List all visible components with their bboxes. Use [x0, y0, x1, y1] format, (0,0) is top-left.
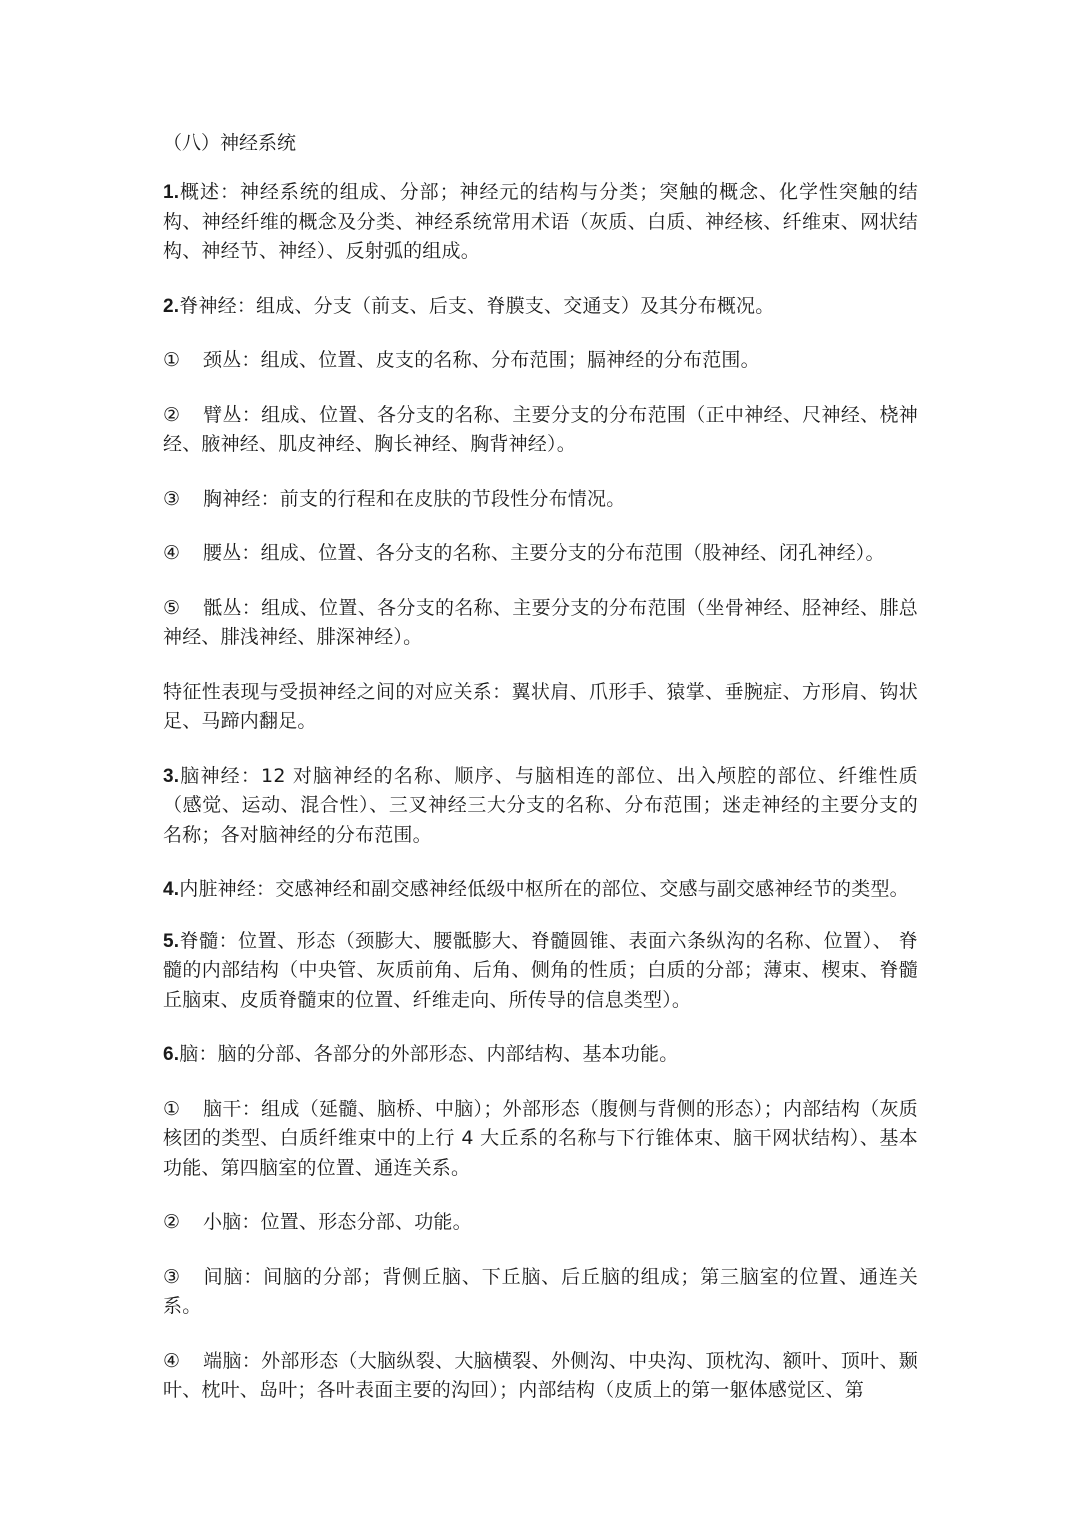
list-item-cervical-plexus — [163, 346, 918, 376]
list-marker: ④ — [163, 542, 181, 564]
document-page — [163, 128, 918, 1431]
paragraph-number: 3. — [163, 765, 180, 787]
paragraph-text: 小脑：位置、形态分部、功能。 — [203, 1211, 472, 1233]
list-marker: ④ — [163, 1349, 181, 1372]
paragraph-number: 1. — [163, 182, 180, 203]
paragraph-text: 骶丛：组成、位置、各分支的名称、主要分支的分布范围（坐骨神经、胫神经、腓总神经、腓浅神经、腓深神经）。 — [163, 596, 918, 648]
list-marker: ③ — [163, 1265, 181, 1288]
list-item-sacral-plexus — [163, 594, 918, 653]
paragraph-text: 间脑：间脑的分部；背侧丘脑、下丘脑、后丘脑的组成；第三脑室的位置、通连关系。 — [163, 1265, 918, 1317]
list-item-lumbar-plexus — [163, 539, 918, 569]
list-marker: ② — [163, 1211, 181, 1233]
paragraph-text: 腰丛：组成、位置、各分支的名称、主要分支的分布范围（股神经、闭孔神经）。 — [203, 542, 885, 564]
paragraph-spinal-nerves — [163, 292, 918, 322]
paragraph-text: 脊髓：位置、形态（颈膨大、腰骶膨大、脊髓圆锥、表面六条纵沟的名称、位置）、 脊髓的内部结构（中央管、灰质前角、后角、侧角的性质；白质的分部；薄束、楔束、脊髓丘脑束、皮质脊髓束的位置、纤维走向、所传导的信息类型）。 — [163, 929, 918, 1011]
paragraph-cranial-nerves — [163, 762, 918, 851]
paragraph-text: 脑神经：12 对脑神经的名称、顺序、与脑相连的部位、出入颅腔的部位、纤维性质（感觉、运动、混合性）、三叉神经三大分支的名称、分布范围；迷走神经的主要分支的名称；各对脑神经的分布范围。 — [163, 764, 918, 846]
list-item-telencephalon — [163, 1347, 918, 1406]
list-marker: ① — [163, 1097, 181, 1120]
paragraph-text: 颈丛：组成、位置、皮支的名称、分布范围；膈神经的分布范围。 — [203, 349, 760, 371]
section-title: （八）神经系统 — [163, 132, 297, 154]
paragraph-number: 6. — [163, 1044, 180, 1065]
list-item-brainstem — [163, 1095, 918, 1184]
list-item-brachial-plexus — [163, 401, 918, 460]
paragraph-text: 脊神经：组成、分支（前支、后支、脊膜支、交通支）及其分布概况。 — [179, 294, 775, 317]
paragraph-number: 5. — [163, 930, 180, 952]
paragraph-visceral-nerves — [163, 875, 918, 905]
paragraph-text: 脑干：组成（延髓、脑桥、中脑）；外部形态（腹侧与背侧的形态）；内部结构（灰质核团的类型、白质纤维束中的上行 4 大丘系的名称与下行锥体束、脑干网状结构）、基本功能、第四脑室的位置、通连关系。 — [163, 1097, 918, 1179]
list-marker: ① — [163, 349, 181, 371]
list-marker: ② — [163, 403, 181, 426]
paragraph-text: 内脏神经：交感神经和副交感神经低级中枢所在的部位、交感与副交感神经节的类型。 — [179, 878, 909, 900]
paragraph-number: 4. — [163, 879, 180, 900]
list-item-cerebellum — [163, 1208, 918, 1238]
paragraph-overview — [163, 178, 918, 267]
paragraph-text: 臂丛：组成、位置、各分支的名称、主要分支的分布范围（正中神经、尺神经、桡神经、腋神经、肌皮神经、胸长神经、胸背神经）。 — [163, 403, 918, 455]
list-item-thoracic-nerves — [163, 485, 918, 515]
paragraph-text: 端脑：外部形态（大脑纵裂、大脑横裂、外侧沟、中央沟、顶枕沟、额叶、顶叶、颞叶、枕叶、岛叶；各叶表面主要的沟回）；内部结构（皮质上的第一躯体感觉区、第 — [163, 1349, 918, 1401]
list-item-diencephalon — [163, 1263, 918, 1322]
paragraph-spinal-cord — [163, 927, 918, 1016]
list-marker: ⑤ — [163, 596, 181, 619]
paragraph-brain — [163, 1040, 918, 1070]
list-marker: ③ — [163, 487, 181, 510]
paragraph-text: 特征性表现与受损神经之间的对应关系：翼状肩、爪形手、猿掌、垂腕症、方形肩、钩状足、马蹄内翻足。 — [163, 680, 918, 732]
paragraph-text: 脑：脑的分部、各部分的外部形态、内部结构、基本功能。 — [179, 1043, 679, 1065]
paragraph-characteristic-signs — [163, 678, 918, 737]
paragraph-text: 胸神经：前支的行程和在皮肤的节段性分布情况。 — [203, 487, 626, 510]
paragraph-number: 2. — [163, 295, 180, 317]
paragraph-text: 概述：神经系统的组成、分部；神经元的结构与分类；突触的概念、化学性突触的结构、神经纤维的概念及分类、神经系统常用术语（灰质、白质、神经核、纤维束、网状结构、神经节、神经）、反射弧的组成。 — [163, 181, 918, 262]
